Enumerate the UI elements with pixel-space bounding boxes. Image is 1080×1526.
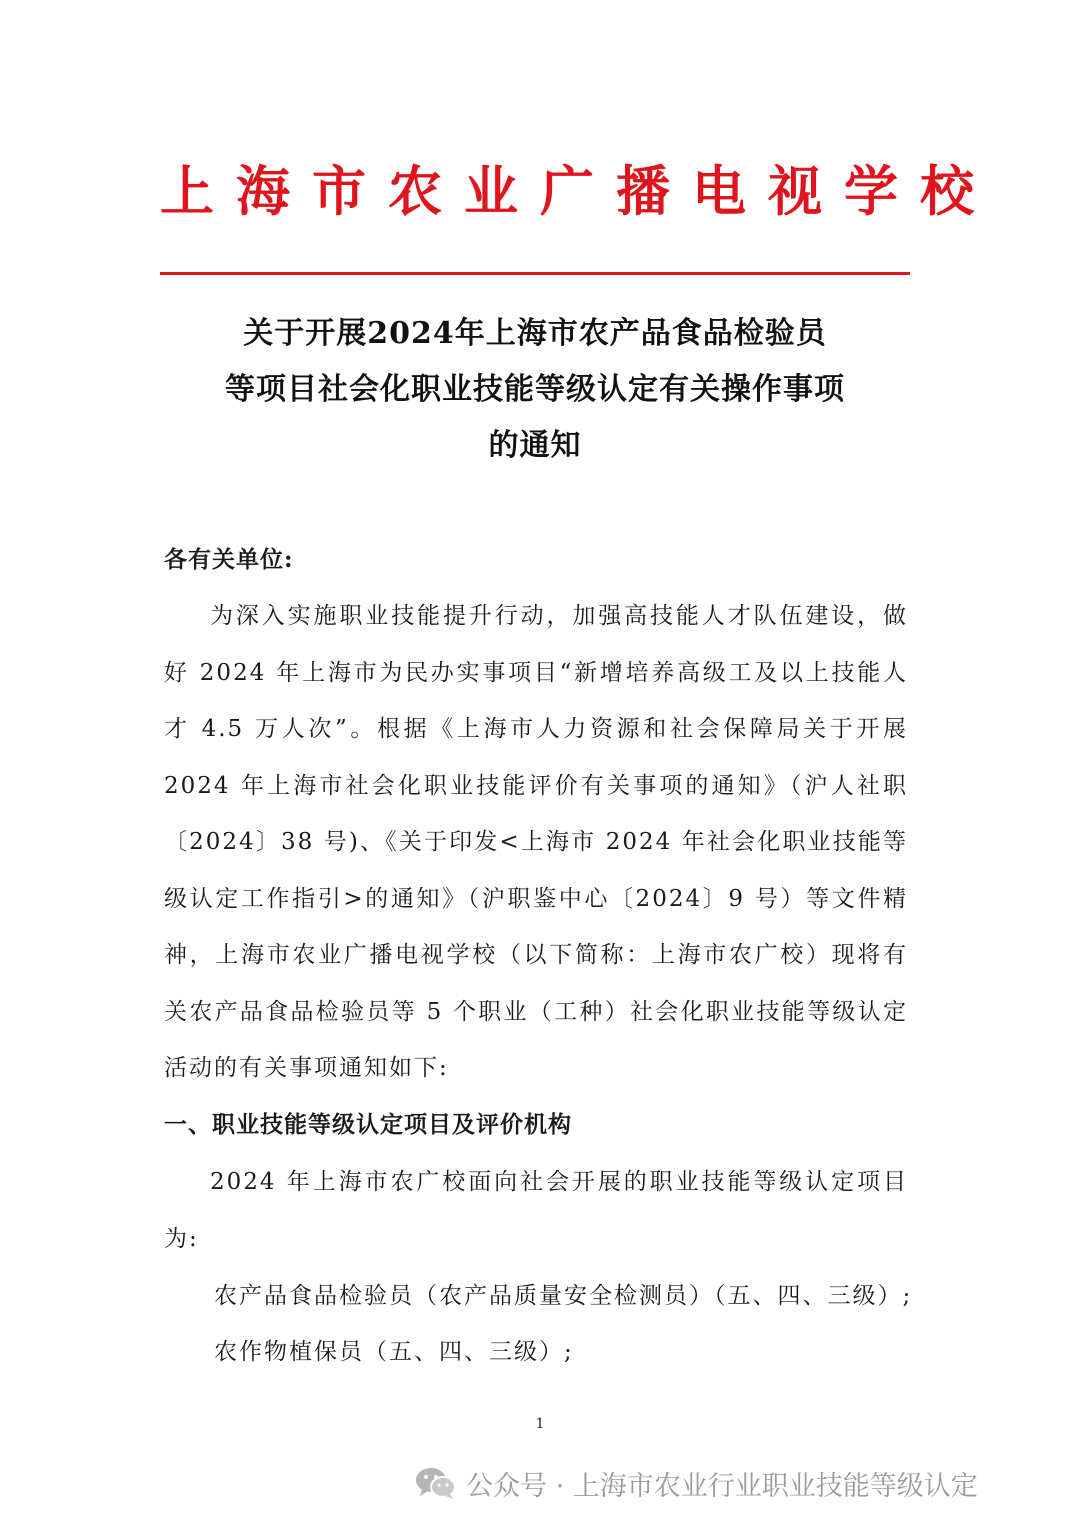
letterhead-red-rule — [160, 272, 910, 275]
list-item: 农产品食品检验员（农产品质量安全检测员）（五、四、三级）; — [214, 1283, 913, 1309]
section-1-heading: 一、职业技能等级认定项目及评价机构 — [164, 1111, 572, 1138]
document-title-line-2: 等项目社会化职业技能等级认定有关操作事项 — [225, 372, 845, 407]
section-1-paragraph: 2024 年上海市农广校面向社会开展的职业技能等级认定项目为: — [164, 1169, 908, 1252]
wechat-icon — [414, 1465, 458, 1501]
page-number: 1 — [535, 1416, 545, 1432]
list-item: 农作物植保员（五、四、三级）; — [214, 1339, 574, 1365]
salutation: 各有关单位: — [164, 546, 294, 573]
document-title-line-1: 关于开展2024年上海市农产品食品检验员 — [243, 316, 827, 351]
letterhead-org-name: 上海市农业广播电视学校 — [160, 160, 996, 223]
watermark-text: 公众号 · 上海市农业行业职业技能等级认定 — [466, 1470, 978, 1502]
document-title — [160, 306, 910, 474]
intro-paragraph: 为深入实施职业技能提升行动，加强高技能人才队伍建设，做好 2024 年上海市为民办实事项目“新增培养高级工及以上技能人才 4.5 万人次”。根据《上海市人力资源和社会保障局关于开展 2024 年上海市社会化职业技能评价有关事项的通知》（沪人社职〔2024〕38 号)、《关于印发<上海市 2024 年社会化职业技能等级认定工作指引>的通知》（沪职鉴中心〔2024〕9 号）等文件精神，上海市农业广播电视学校（以下简称：上海市农广校）现将有关农产品食品检验员等 5 个职业（工种）社会化职业技能等级认定活动的有关事项通知如下: — [164, 603, 908, 1081]
wechat-watermark — [414, 1460, 978, 1506]
document-title-line-3: 的通知 — [488, 428, 582, 463]
